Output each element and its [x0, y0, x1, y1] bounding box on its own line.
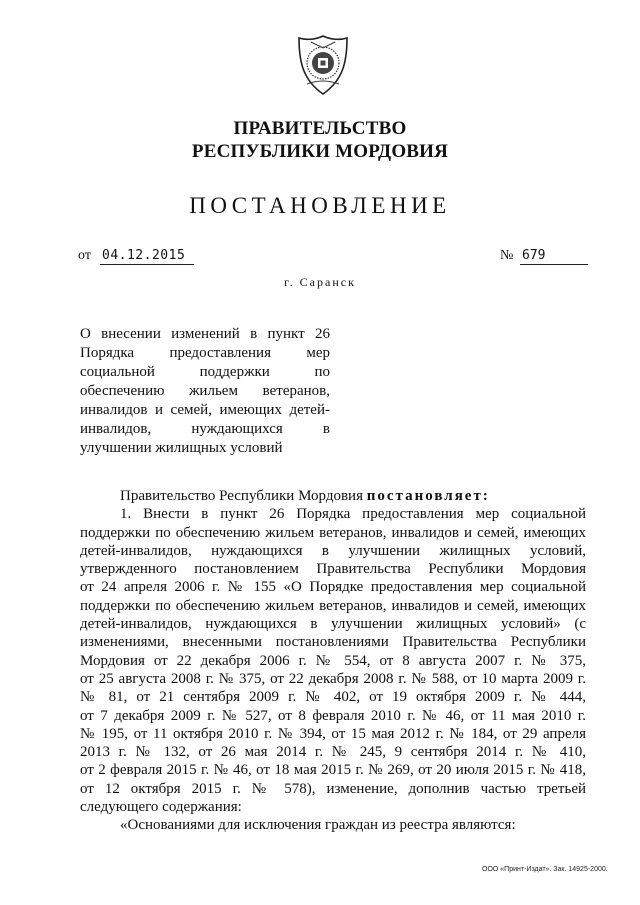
number-prefix: №	[500, 248, 514, 263]
body-line: утвержденного постановлением Правительства Республики Мордовия	[80, 561, 586, 578]
intro-text: Правительство Республики Мордовия	[120, 488, 363, 504]
intro-emphasis: постановляет:	[366, 488, 490, 504]
subject-line: Порядка предоставления мер	[80, 345, 330, 361]
quote-line: «Основаниями для исключения граждан из реестра являются:	[120, 817, 516, 834]
body-line: № 195, от 11 октября 2010 г. № 394, от 15 мая 2012 г. № 184, от 29 апреля	[80, 725, 586, 742]
subject-block	[80, 325, 330, 458]
subject-line: О внесении изменений в пункт 26	[80, 326, 330, 342]
body-line: детей-инвалидов, нуждающихся в улучшении жилищных условий» (с	[80, 616, 586, 633]
date-prefix: от	[78, 248, 91, 263]
body-line: Мордовия от 22 декабря 2006 г. № 554, от 8 августа 2007 г. № 375,	[80, 652, 586, 669]
document-type-title: ПОСТАНОВЛЕНИЕ	[189, 193, 451, 218]
body-intro	[80, 487, 586, 505]
body-line: от 25 августа 2008 г. № 375, от 22 декабря 2008 г. № 588, от 10 марта 2009 г.	[80, 670, 586, 687]
document-number: 679	[520, 248, 588, 265]
document-body	[80, 487, 586, 835]
body-line: от 24 апреля 2006 г. № 155 «О Порядке предоставления мер социальной	[80, 579, 586, 596]
subject-line: инвалидов и семей, имеющих детей-	[80, 402, 330, 418]
body-line: следующего содержания:	[80, 799, 242, 816]
body-line: 2013 г. № 132, от 26 мая 2014 г. № 245, 9 сентября 2014 г. № 410,	[80, 744, 586, 761]
body-line: детей-инвалидов, нуждающихся в улучшении жилищных условий,	[80, 542, 586, 559]
government-title-line1: ПРАВИТЕЛЬСТВО	[233, 118, 407, 139]
body-line: от 2 февраля 2015 г. № 46, от 18 мая 2015 г. № 269, от 20 июля 2015 г. № 418,	[80, 762, 586, 779]
print-note: ООО «Принт-Издат». Зак. 14925-2000.	[482, 866, 608, 873]
subject-line: социальной поддержки по	[80, 364, 330, 380]
coat-of-arms-icon	[297, 34, 349, 96]
body-line: поддержки по обеспечению жильем ветеранов, инвалидов и семей, имеющих	[80, 524, 586, 541]
subject-line: обеспечению жильем ветеранов,	[80, 383, 330, 399]
body-line: изменениями, внесенными постановлениями Правительства Республики	[80, 634, 586, 651]
document-date: 04.12.2015	[100, 248, 194, 265]
body-line: 1. Внести в пункт 26 Порядка предоставления мер социальной	[120, 506, 586, 523]
subject-line: улучшении жилищных условий	[80, 440, 283, 456]
city-label: г. Саранск	[284, 275, 356, 289]
body-line: от 7 декабря 2009 г. № 527, от 8 февраля 2010 г. № 46, от 11 мая 2010 г.	[80, 707, 586, 724]
subject-line: инвалидов, нуждающихся в	[80, 421, 330, 437]
government-title-line2: РЕСПУБЛИКИ МОРДОВИЯ	[191, 141, 449, 162]
body-line: от 12 октября 2015 г. № 578), изменение, дополнив частью третьей	[80, 780, 586, 797]
body-line: поддержки по обеспечению жильем ветеранов, инвалидов и семей, имеющих	[80, 597, 586, 614]
body-line: № 81, от 21 сентября 2009 г. № 402, от 19 октября 2009 г. № 444,	[80, 689, 586, 706]
